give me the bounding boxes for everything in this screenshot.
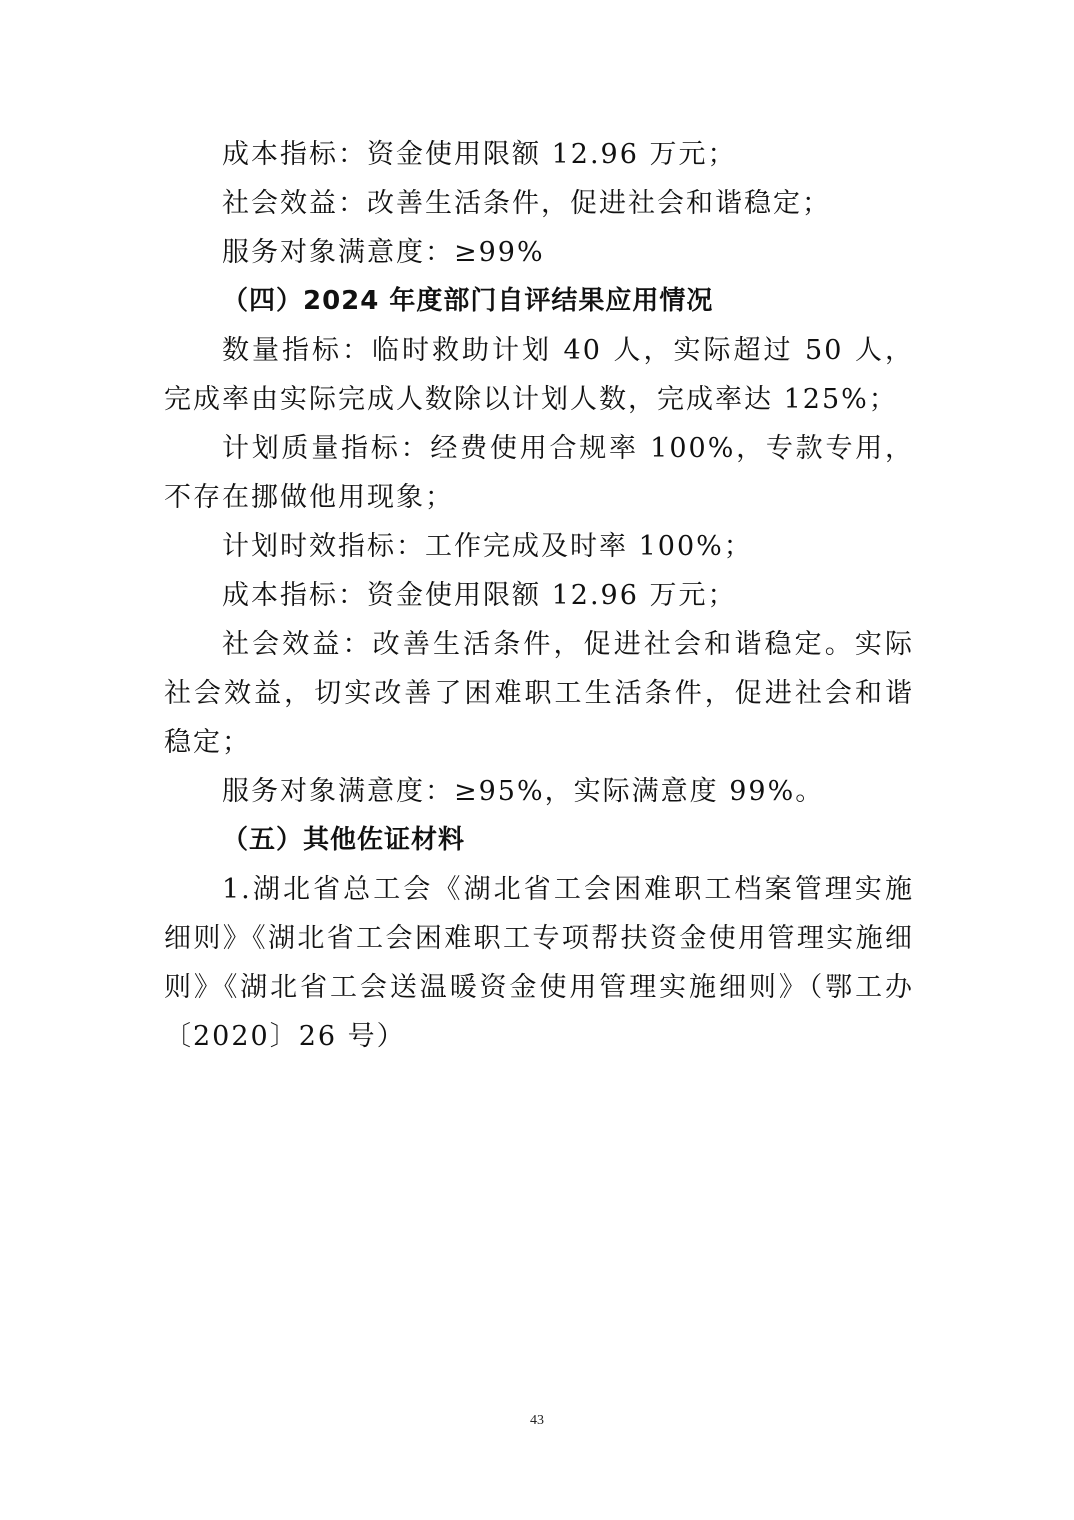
section-heading-5: （五）其他佐证材料: [222, 825, 466, 855]
paragraph-social-benefit-2: 社会效益：改善生活条件，促进社会和谐稳定。实际社会效益，切实改善了困难职工生活条件，促进社会和谐稳定；: [164, 629, 914, 758]
document-body: [164, 130, 914, 1061]
paragraph-supporting-material-1: 1.湖北省总工会《湖北省工会困难职工档案管理实施细则》《湖北省工会困难职工专项帮扶资金使用管理实施细则》《湖北省工会送温暖资金使用管理实施细则》（鄂工办〔2020〕26 号）: [164, 874, 914, 1052]
paragraph-quality-indicator: 计划质量指标：经费使用合规率 100%，专款专用，不存在挪做他用现象；: [164, 433, 914, 513]
paragraph-cost-indicator: 成本指标：资金使用限额 12.96 万元；: [222, 139, 737, 170]
paragraph-timeliness-indicator: 计划时效指标：工作完成及时率 100%；: [222, 531, 753, 562]
paragraph-cost-indicator-2: 成本指标：资金使用限额 12.96 万元；: [222, 580, 737, 611]
paragraph-quantity-indicator: 数量指标：临时救助计划 40 人，实际超过 50 人，完成率由实际完成人数除以计划人数，完成率达 125%；: [164, 335, 914, 415]
paragraph-satisfaction: 服务对象满意度：≥99%: [222, 237, 545, 268]
section-heading-4: （四）2024 年度部门自评结果应用情况: [222, 286, 714, 316]
page-number: 43: [530, 1413, 544, 1428]
paragraph-social-benefit: 社会效益：改善生活条件，促进社会和谐稳定；: [222, 188, 831, 219]
paragraph-satisfaction-2: 服务对象满意度：≥95%，实际满意度 99%。: [222, 776, 825, 807]
